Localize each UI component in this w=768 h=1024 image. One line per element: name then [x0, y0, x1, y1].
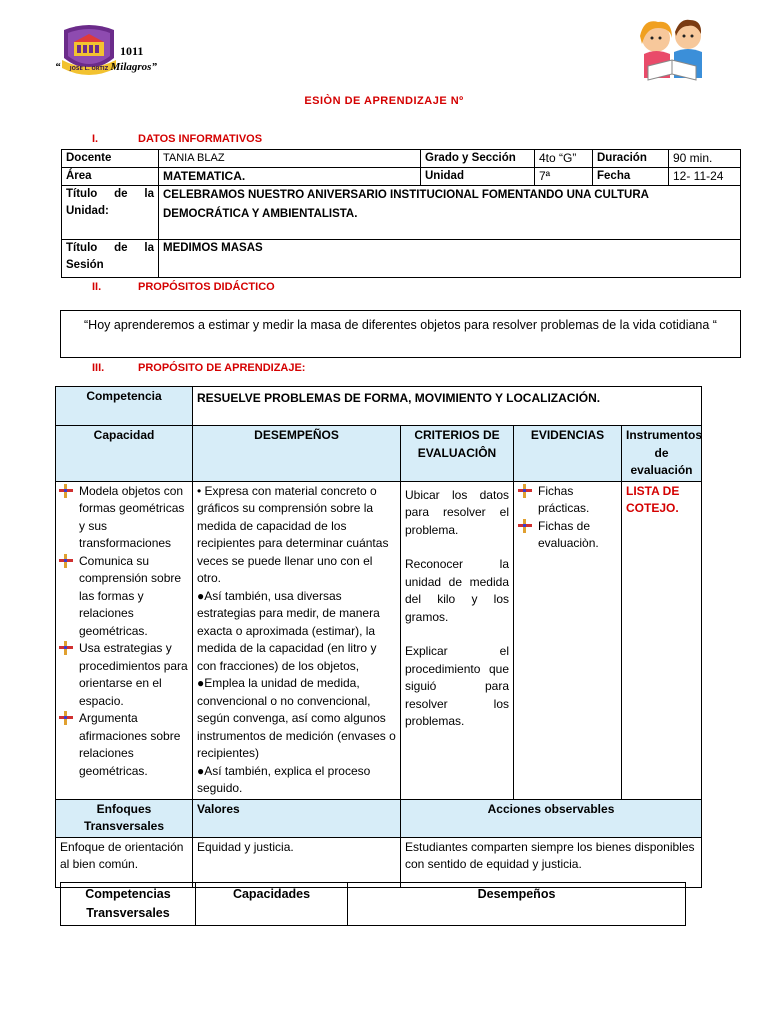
section-number: I. — [92, 133, 99, 145]
evidencia-item — [518, 518, 617, 553]
area-value: MATEMATICA. — [159, 168, 421, 186]
aprendizaje-table — [55, 386, 702, 888]
bullet-cross-icon — [59, 711, 73, 725]
titulo-unidad-label: Título de la Unidad: — [62, 186, 159, 240]
section-datos-informativos — [92, 133, 262, 145]
competencia-value: RESUELVE PROBLEMAS DE FORMA, MOVIMIENTO Y LOCALIZACIÓN. — [193, 387, 702, 426]
evidencia-text: Fichas prácticas. — [538, 483, 590, 515]
school-name-quote: “ — [55, 61, 61, 73]
school-name-suffix: Milagros” — [110, 61, 157, 73]
instrumentos-header: Instrumentos de evaluación — [622, 426, 702, 482]
capacidad-item — [59, 483, 188, 553]
competencia-label: Competencia — [56, 387, 193, 426]
duracion-label: Duración — [593, 150, 669, 168]
evidencia-item — [518, 483, 617, 518]
titulo-sesion-label: Título de la Sesión — [62, 240, 159, 278]
duracion-value: 90 min. — [669, 150, 741, 168]
capacidad-text: Argumenta afirmaciones sobre relaciones geométricas. — [79, 711, 181, 778]
bullet-cross-icon — [518, 519, 532, 533]
transversales-table — [60, 882, 686, 926]
area-label: Área — [62, 168, 159, 186]
instrumento-value: LISTA DE COTEJO. — [622, 481, 702, 799]
titulo-sesion-value: MEDIMOS MASAS — [159, 240, 741, 278]
section-propositos-didactico — [92, 281, 275, 293]
enfoques-label: Enfoques Transversales — [56, 799, 193, 837]
capacidades-header: Capacidades — [196, 883, 348, 926]
bullet-cross-icon — [59, 484, 73, 498]
evidencia-text: Fichas de evaluaciòn. — [538, 518, 599, 550]
desempeno-item: ●Así también, usa diversas estrategias para medir, de manera exacta o aproximada (estimar), la medida de la capacidad (en litro y con fracciones) de los objetos, — [197, 588, 380, 673]
valor-value: Equidad y justicia. — [193, 837, 401, 887]
bullet-cross-icon — [59, 554, 73, 568]
criterios-header: CRITERIOS DE EVALUACIÔN — [401, 426, 514, 482]
capacidad-text: Comunica su comprensión sobre las formas y relaciones geométricas. — [79, 553, 182, 638]
section-number: II. — [92, 281, 102, 293]
unidad-value: 7ª — [535, 168, 593, 186]
criterio-item: Explicar el procedimiento que siguió para resolver los problemas. — [405, 644, 509, 728]
kids-reading-image — [630, 14, 714, 84]
capacidad-text: Usa estrategias y procedimientos para orientarse en el espacio. — [79, 641, 188, 708]
desempenos-header: DESEMPEÑOS — [193, 426, 401, 482]
section-label: PROPÓSITO DE APRENDIZAJE: — [138, 362, 306, 374]
desempenos-transversales-header: Desempeños — [348, 883, 686, 926]
acciones-label: Acciones observables — [401, 799, 702, 837]
titulo-unidad-value: CELEBRAMOS NUESTRO ANIVERSARIO INSTITUCIONAL FOMENTANDO UNA CULTURA DEMOCRÁTICA Y AMBIENTALISTA. — [159, 186, 741, 240]
fecha-label: Fecha — [593, 168, 669, 186]
school-code: 1011 — [120, 44, 144, 58]
datos-table — [61, 149, 741, 278]
enfoque-value: Enfoque de orientación al bien común. — [56, 837, 193, 887]
competencias-transversales-header: Competencias Transversales — [61, 883, 196, 926]
section-number: III. — [92, 362, 105, 374]
capacidad-header: Capacidad — [56, 426, 193, 482]
desempeno-item: ●Emplea la unidad de medida, convencional o no convencional, según convenga, así como algunos instrumentos de medición (envases o recipientes) — [197, 676, 396, 760]
school-name — [55, 61, 157, 73]
capacidad-item — [59, 553, 188, 641]
docente-label: Docente — [62, 150, 159, 168]
criterio-item: Reconocer la unidad de medida del kilo y los gramos. — [405, 557, 509, 624]
accion-value: Estudiantes comparten siempre los bienes disponibles con sentido de equidad y justicia. — [401, 837, 702, 887]
criterio-item: Ubicar los datos para resolver el problema. — [405, 487, 509, 537]
desempenos-cell — [193, 481, 401, 799]
desempeno-item: • Expresa con material concreto o gráficos su comprensión sobre la medida de capacidad de los recipientes para determinar cuántas veces se puede llenar uno con el otro. — [197, 483, 389, 585]
bullet-cross-icon — [518, 484, 532, 498]
criterios-cell — [401, 481, 514, 799]
capacidades-cell — [56, 481, 193, 799]
valores-label: Valores — [193, 799, 401, 837]
capacidad-item — [59, 640, 188, 710]
section-proposito-aprendizaje — [92, 362, 305, 374]
evidencias-cell — [514, 481, 622, 799]
unidad-label: Unidad — [421, 168, 535, 186]
evidencias-header: EVIDENCIAS — [514, 426, 622, 482]
section-label: DATOS INFORMATIVOS — [138, 133, 263, 145]
logo-text: JOSE L. ORTIZ — [69, 66, 109, 72]
grado-label: Grado y Sección — [421, 150, 535, 168]
capacidad-item — [59, 710, 188, 780]
proposito-quote: “Hoy aprenderemos a estimar y medir la masa de diferentes objetos para resolver problemas de la vida cotidiana “ — [60, 310, 741, 358]
capacidad-text: Modela objetos con formas geométricas y sus transformaciones — [79, 483, 185, 550]
bullet-cross-icon — [59, 641, 73, 655]
section-label: PROPÓSITOS DIDÁCTICO — [138, 281, 275, 293]
grado-value: 4to “G” — [535, 150, 593, 168]
fecha-value: 12- 11-24 — [669, 168, 741, 186]
docente-value: TANIA BLAZ — [159, 150, 421, 168]
session-title: ESIÒN DE APRENDIZAJE Nº — [304, 95, 464, 107]
desempeno-item: ●Así también, explica el proceso seguido. — [197, 763, 371, 795]
